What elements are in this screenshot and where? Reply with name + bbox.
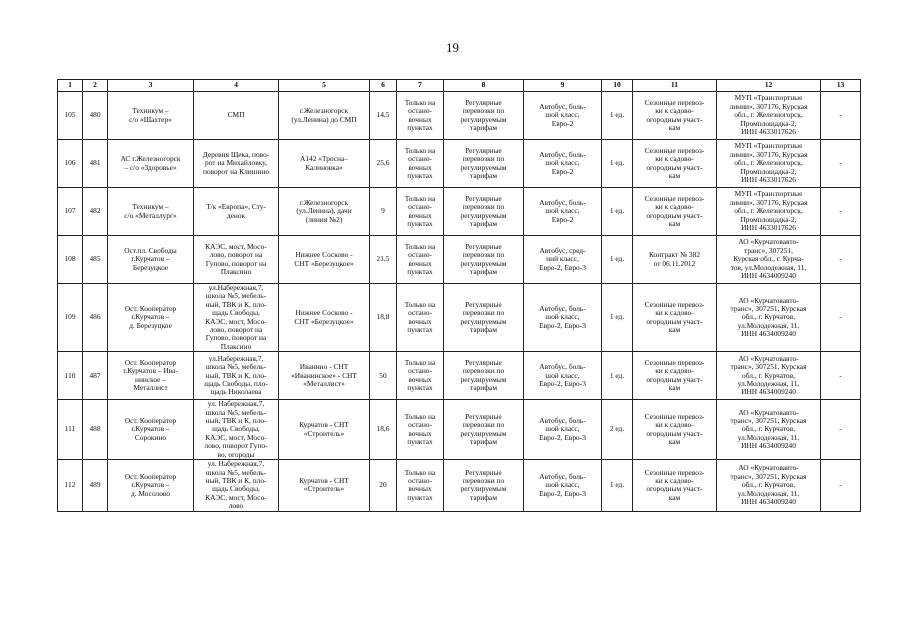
table-cell: -	[821, 352, 861, 400]
table-row	[58, 284, 861, 352]
table-cell: Ост. Кооператор г.Курчатов – Сорокино	[108, 400, 194, 460]
table-cell: Только на остано- вочных пунктах	[397, 236, 444, 284]
table-cell: 105	[58, 92, 83, 140]
table-cell: Сезонные перевоз- ки к садово- огородным участ- кам	[633, 140, 717, 188]
page-number: 19	[446, 40, 459, 55]
table-cell: Автобус, сред- ний класс, Евро-2, Евро-3	[524, 236, 602, 284]
table-cell: 2 ед.	[602, 400, 633, 460]
column-header: 2	[83, 80, 108, 92]
table-cell: 486	[83, 284, 108, 352]
table-cell: 21,5	[370, 236, 397, 284]
column-header: 7	[397, 80, 444, 92]
table-row	[58, 188, 861, 236]
table-cell: Сезонные перевоз- ки к садово- огородным участ- кам	[633, 352, 717, 400]
table-cell: 481	[83, 140, 108, 188]
table-cell: 1 ед.	[602, 460, 633, 511]
table-cell: 485	[83, 236, 108, 284]
table-cell: Регулярные перевозки по регулируемым тарифам	[444, 352, 524, 400]
table-cell: ул. Набережная,7, школа №5, мебель- ный, ТВК и К, пло- щадь Свободы, КАЭС, мост, Мосо- лово, поворот Гупо- во, огороды	[194, 400, 279, 460]
table-cell: 489	[83, 460, 108, 511]
table-cell: г.Железногорск (ул.Ленина), дачи (линия №2)	[279, 188, 370, 236]
table-cell: Ост.пл. Свободы г.Курчатов – Березуцкое	[108, 236, 194, 284]
table-cell: -	[821, 460, 861, 511]
table-cell: Регулярные перевозки по регулируемым тарифам	[444, 92, 524, 140]
table-row	[58, 460, 861, 511]
table-cell: 18,8	[370, 284, 397, 352]
table-cell: Ост. Кооператор г.Курчатов – Ива- нинское – Металлист	[108, 352, 194, 400]
table-body	[58, 92, 861, 512]
table-cell: 1 ед.	[602, 284, 633, 352]
table-cell: Только на остано- вочных пунктах	[397, 188, 444, 236]
table-cell: Регулярные перевозки по регулируемым тарифам	[444, 236, 524, 284]
table-cell: г.Железногорск (ул.Ленина) до СМП	[279, 92, 370, 140]
table-cell: Регулярные перевозки по регулируемым тарифам	[444, 400, 524, 460]
table-cell: Сезонные перевоз- ки к садово- огородным участ- кам	[633, 188, 717, 236]
table-row	[58, 92, 861, 140]
column-header: 5	[279, 80, 370, 92]
table-cell: ул.Набережная,7, школа №5, мебель- ный, ТВК и К, пло- щадь Свободы, КАЭС, мост, Мосо- лово, поворот на Гупово, поворот на Плаксино	[194, 284, 279, 352]
table-cell: Только на остано- вочных пунктах	[397, 140, 444, 188]
table-cell: МУП «Транспортные линии», 307176, Курская обл., г. Железногорск, Промплощадка-2, ИНН 4633017626	[717, 140, 821, 188]
table-cell: Техникум – с/о «Металлург»	[108, 188, 194, 236]
table-cell: Только на остано- вочных пунктах	[397, 92, 444, 140]
table-cell: 480	[83, 92, 108, 140]
table-cell: Автобус, боль- шой класс, Евро-2	[524, 140, 602, 188]
table-cell: СМП	[194, 92, 279, 140]
table-row	[58, 140, 861, 188]
table-row	[58, 236, 861, 284]
column-header: 4	[194, 80, 279, 92]
table-cell: -	[821, 400, 861, 460]
table-cell: Только на остано- вочных пунктах	[397, 460, 444, 511]
table-cell: 1 ед.	[602, 92, 633, 140]
table-cell: Регулярные перевозки по регулируемым тарифам	[444, 460, 524, 511]
column-header: 3	[108, 80, 194, 92]
table-cell: Регулярные перевозки по регулируемым тарифам	[444, 188, 524, 236]
table-cell: 112	[58, 460, 83, 511]
table-cell: ул. Набережная,7, школа №5, мебель- ный, ТВК и К, пло- щадь Свободы, КАЭС, мост, Мосо- лово	[194, 460, 279, 511]
table-cell: 18,6	[370, 400, 397, 460]
table-cell: Регулярные перевозки по регулируемым тарифам	[444, 284, 524, 352]
table-cell: АО «Курчатовавто- транс», 307251, Курская обл., г. Курча- тов, ул.Молодежная, 11, ИНН 4634009240	[717, 236, 821, 284]
table-cell: Курчатов - СНТ «Строитель»	[279, 400, 370, 460]
table-cell: Регулярные перевозки по регулируемым тарифам	[444, 140, 524, 188]
table-cell: 108	[58, 236, 83, 284]
table-cell: Курчатов - СНТ «Строитель»	[279, 460, 370, 511]
table-cell: 1 ед.	[602, 188, 633, 236]
table-row	[58, 352, 861, 400]
table-cell: 50	[370, 352, 397, 400]
column-header: 12	[717, 80, 821, 92]
table-cell: 1 ед.	[602, 352, 633, 400]
table-cell: Ост. Кооператор г.Курчатов – д. Березуцкое	[108, 284, 194, 352]
table-cell: Автобус, боль- шой класс, Евро-2, Евро-3	[524, 352, 602, 400]
column-header: 9	[524, 80, 602, 92]
table-cell: 106	[58, 140, 83, 188]
table-cell: Автобус, боль- шой класс, Евро-2, Евро-3	[524, 460, 602, 511]
table-cell: МУП «Транспортные линии», 307176, Курская обл., г. Железногорск, Промплощадка-2, ИНН 4633017626	[717, 188, 821, 236]
route-registry-table	[57, 79, 861, 512]
column-header: 8	[444, 80, 524, 92]
table-cell: АО «Курчатовавто- транс», 307251, Курская обл., г. Курчатов, ул.Молодежная, 11, ИНН 4634009240	[717, 284, 821, 352]
table-cell: 1 ед.	[602, 236, 633, 284]
column-header: 10	[602, 80, 633, 92]
header-row	[58, 80, 861, 92]
table-cell: А142 «Тросна– Калиновка»	[279, 140, 370, 188]
table-cell: Деревня Щека, пово- рот на Михайловку, поворот на Клишино	[194, 140, 279, 188]
table-cell: Сезонные перевоз- ки к садово- огородным участ- кам	[633, 400, 717, 460]
table-cell: АО «Курчатовавто- транс», 307251, Курская обл., г. Курчатов, ул.Молодежная, 11, ИНН 4634009240	[717, 352, 821, 400]
table-cell: Иванино - СНТ «Иванинское» - СНТ «Металлист»	[279, 352, 370, 400]
table-cell: Ост. Кооператор г.Курчатов – д. Мосолово	[108, 460, 194, 511]
table-cell: Автобус, боль- шой класс, Евро-2	[524, 92, 602, 140]
table-cell: -	[821, 92, 861, 140]
table-cell: Только на остано- вочных пунктах	[397, 400, 444, 460]
table-cell: АО «Курчатовавто- транс», 307251, Курская обл., г. Курчатов, ул.Молодежная, 11, ИНН 4634009240	[717, 460, 821, 511]
table-cell: 1 ед.	[602, 140, 633, 188]
table-cell: 109	[58, 284, 83, 352]
table-cell: 14,5	[370, 92, 397, 140]
table-cell: 20	[370, 460, 397, 511]
table-cell: -	[821, 284, 861, 352]
table-cell: ул.Набережная,7, школа №5, мебель- ный, ТВК и К, пло- щадь Свободы, пло- щадь Николаева	[194, 352, 279, 400]
table-cell: 9	[370, 188, 397, 236]
table-cell: Автобус, боль- шой класс, Евро-2, Евро-3	[524, 400, 602, 460]
table-cell: Автобус, боль- шой класс, Евро-2, Евро-3	[524, 284, 602, 352]
table-cell: Нижнее Сосково - СНТ «Березуцкое»	[279, 236, 370, 284]
column-header: 6	[370, 80, 397, 92]
table-row	[58, 400, 861, 460]
table-cell: Контракт № 382 от 06.11.2012	[633, 236, 717, 284]
table-cell: Только на остано- вочных пунктах	[397, 284, 444, 352]
table-cell: Автобус, боль- шой класс, Евро-2	[524, 188, 602, 236]
table-cell: 107	[58, 188, 83, 236]
table-cell: МУП «Транспортные линии», 307176, Курская обл., г. Железногорск, Промплощадка-2, ИНН 4633017626	[717, 92, 821, 140]
table-cell: АО «Курчатовавто- транс», 307251, Курская обл., г. Курчатов, ул.Молодежная, 11, ИНН 4634009240	[717, 400, 821, 460]
table-cell: 111	[58, 400, 83, 460]
table-cell: Техникум – с/о «Шахтер»	[108, 92, 194, 140]
column-header: 13	[821, 80, 861, 92]
table-cell: Т/к «Европа», Сту- денок	[194, 188, 279, 236]
table-cell: -	[821, 140, 861, 188]
table-cell: 482	[83, 188, 108, 236]
table-cell: -	[821, 236, 861, 284]
column-header: 1	[58, 80, 83, 92]
table-cell: Сезонные перевоз- ки к садово- огородным участ- кам	[633, 284, 717, 352]
table-cell: -	[821, 188, 861, 236]
table-cell: Только на остано- вочных пунктах	[397, 352, 444, 400]
table-cell: Сезонные перевоз- ки к садово- огородным участ- кам	[633, 92, 717, 140]
table-cell: Сезонные перевоз- ки к садово- огородным участ- кам	[633, 460, 717, 511]
table-cell: АС г.Железногорск – с/о «Здоровье»	[108, 140, 194, 188]
table-cell: 488	[83, 400, 108, 460]
table-cell: 25,6	[370, 140, 397, 188]
table-cell: Нижнее Сосково - СНТ «Березуцкое»	[279, 284, 370, 352]
table-cell: 487	[83, 352, 108, 400]
table-cell: 110	[58, 352, 83, 400]
table-cell: КАЭС, мост, Мосо- лово, поворот на Гупово, поворот на Плаксино	[194, 236, 279, 284]
column-header: 11	[633, 80, 717, 92]
